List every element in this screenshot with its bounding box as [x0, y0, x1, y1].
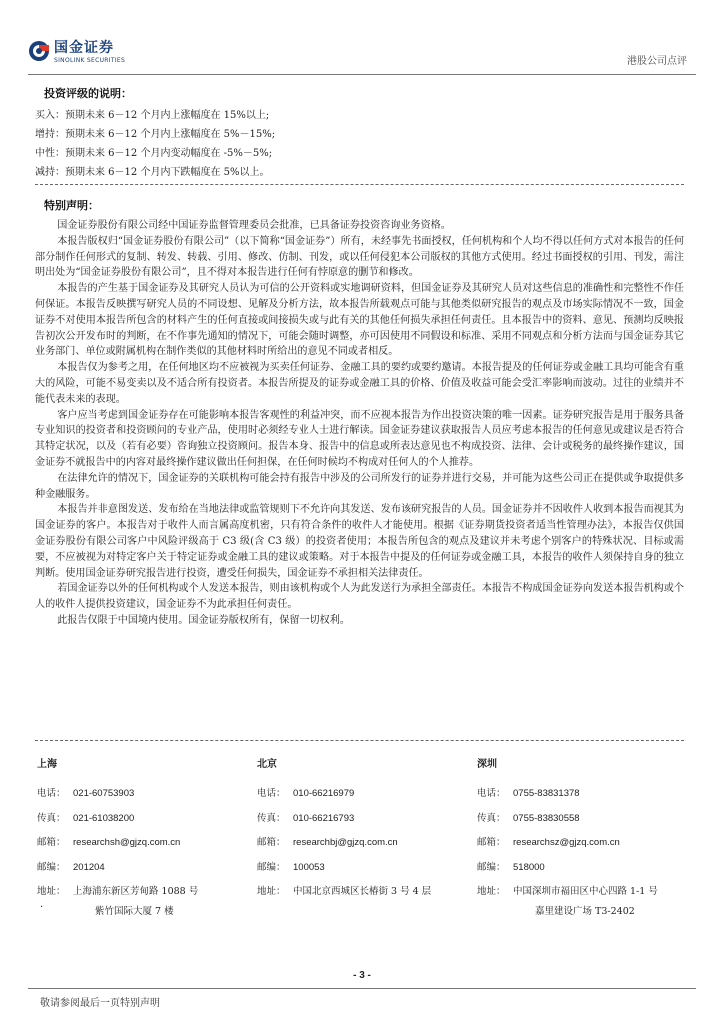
office-zip [37, 856, 257, 881]
logo-icon [28, 40, 50, 62]
page-header [0, 0, 724, 80]
disclaimer-title: 特别声明： [44, 199, 99, 212]
page-number: - 3 - [353, 970, 371, 981]
email-value[interactable]: researchbj@gjzq.com.cn [293, 837, 398, 848]
rating-section [35, 86, 684, 182]
address-line: 中国北京西城区长椿街 3 号 4 层 [293, 886, 432, 897]
office-city: 上海 [37, 759, 57, 770]
rating-label: 买入： [35, 110, 65, 121]
field-label: 邮箱： [477, 837, 506, 848]
field-label: 邮箱： [257, 837, 286, 848]
office-fax [257, 807, 477, 832]
disclaimer-section [35, 198, 684, 629]
fax-value: 021-61038200 [73, 812, 135, 824]
email-value[interactable]: researchsz@gjzq.com.cn [513, 837, 620, 848]
disclaimer-body [35, 218, 684, 629]
rating-label: 减持： [35, 167, 65, 178]
disclaimer-paragraph: 本报告并非意图发送、发布给在当地法律或监管规则下不允许向其发送、发布该研究报告的人员。国金证券并不因收件人收到本报告而视其为国金证券的客户。本报告对于收件人而言属高度机密，只有符合条件的收件人才能使用。根据《证券期货投资者适当性管理办法》，本报告仅供国金证券股份有限公司客户中风险评级高于 C3 级(含 C3 级）的投资者使用；本报告所包含的观点及建议并未考虑个别客户的特殊状况、目标或需要，不应被视为对特定客户关于特定证券或金融工具的建议或策略。对于本报告中提及的任何证券或金融工具，本报告的收件人须保持自身的独立判断。使用国金证券研究报告进行投资，遭受任何损失，国金证券不承担相关法律责任。 [35, 504, 684, 579]
address-line: 中国深圳市福田区中心四路 1-1 号 [513, 886, 658, 897]
email-value[interactable]: researchsh@gjzq.com.cn [73, 837, 181, 848]
office-shenzhen [477, 758, 697, 919]
field-label: 传真： [257, 812, 286, 824]
header-divider [28, 74, 696, 75]
logo-text-en: SINOLINK SECURITIES [54, 57, 126, 64]
office-email [477, 831, 697, 856]
rating-text: 预期未来 6－12 个月内下跌幅度在 5%以上。 [65, 167, 270, 178]
field-label: 地址： [257, 886, 286, 897]
field-label: 电话： [477, 788, 506, 799]
field-label: 邮编： [257, 861, 286, 873]
field-label: 传真： [477, 812, 506, 824]
phone-value: 010-66216979 [293, 788, 355, 799]
phone-value: 021-60753903 [73, 788, 135, 799]
office-email [37, 831, 257, 856]
footer-dot: · [40, 902, 44, 913]
office-address [37, 880, 257, 905]
zip-value: 201204 [73, 861, 105, 873]
rating-label: 中性： [35, 148, 65, 159]
field-label: 地址： [477, 886, 506, 897]
rating-list [35, 106, 684, 182]
zip-value: 518000 [513, 861, 545, 873]
fax-value: 0755-83830558 [513, 812, 580, 824]
field-label: 电话： [37, 788, 66, 799]
disclaimer-paragraph: 本报告版权归“国金证券股份有限公司”（以下简称“国金证券”）所有，未经事先书面授权，任何机构和个人均不得以任何方式对本报告的任何部分制作任何形式的复制、转发、转载、引用、修改、仿制、刊发，或以任何侵犯本公司版权的其他方式使用。经过书面授权的引用、刊发，需注明出处为“国金证券股份有限公司”，且不得对本报告进行任何有悖原意的删节和修改。 [35, 235, 684, 279]
zip-value: 100053 [293, 861, 325, 873]
field-label: 电话： [257, 788, 286, 799]
rating-row-buy [35, 106, 684, 125]
rating-text: 预期未来 6－12 个月内上涨幅度在 15%以上; [65, 110, 270, 121]
office-city: 北京 [257, 759, 277, 770]
field-label: 邮编： [477, 861, 506, 873]
disclaimer-paragraph: 此报告仅限于中国境内使用。国金证券版权所有，保留一切权利。 [57, 614, 350, 626]
disclaimer-paragraph: 客户应当考虑到国金证券存在可能影响本报告客观性的利益冲突，而不应视本报告为作出投资决策的唯一因素。证券研究报告是用于服务具备专业知识的投资者和投资顾问的专业产品，使用时必须经专业人士进行解读。国金证券建议获取报告人员应考虑本报告的任何意见或建议是否符合其特定状况，以及（若有必要）咨询独立投资顾问。报告本身、报告中的信息或所表达意见也不构成投资、法律、会计或税务的最终操作建议，国金证券不就报告中的内容对最终操作建议做出任何担保，在任何时候均不构成对任何人的个人推荐。 [35, 409, 684, 468]
rating-row-overweight [35, 125, 684, 144]
rating-row-underweight [35, 163, 684, 182]
rating-title: 投资评级的说明： [44, 87, 132, 100]
office-phone [37, 782, 257, 807]
office-fax [477, 807, 697, 832]
disclaimer-paragraph: 本报告仅为参考之用，在任何地区均不应被视为买卖任何证券、金融工具的要约或要约邀请。本报告提及的任何证券或金融工具均可能含有重大的风险，可能不易变卖以及不适合所有投资者。本报告所提及的证券或金融工具的价格、价值及收益可能会受汇率影响而波动。过往的业绩并不能代表未来的表现。 [35, 362, 684, 405]
office-zip [477, 856, 697, 881]
fax-value: 010-66216793 [293, 812, 355, 824]
office-zip [257, 856, 477, 881]
office-fax [37, 807, 257, 832]
phone-value: 0755-83831378 [513, 788, 580, 799]
field-label: 邮编： [37, 861, 66, 873]
section-divider [35, 184, 684, 185]
office-address [257, 880, 477, 905]
office-address [477, 880, 697, 905]
rating-label: 增持： [35, 129, 65, 140]
report-type: 港股公司点评 [627, 56, 687, 67]
office-shanghai [37, 758, 257, 919]
address-line: 上海浦东新区芳甸路 1088 号 [73, 886, 199, 897]
footer-note: 敬请参阅最后一页特别声明 [40, 998, 160, 1009]
logo-text-cn: 国金证券 [54, 40, 114, 56]
disclaimer-paragraph: 国金证券股份有限公司经中国证券监督管理委员会批准，已具备证券投资咨询业务资格。 [57, 220, 451, 231]
rating-text: 预期未来 6－12 个月内上涨幅度在 5%－15%; [65, 129, 276, 140]
address-line-2: 紫竹国际大厦 7 楼 [95, 905, 174, 917]
office-phone [257, 782, 477, 807]
office-phone [477, 782, 697, 807]
rating-row-neutral [35, 144, 684, 163]
footer-divider [28, 988, 696, 989]
section-divider [35, 740, 684, 741]
disclaimer-paragraph: 若国金证券以外的任何机构或个人发送本报告，则由该机构或个人为此发送行为承担全部责任。本报告不构成国金证券向发送本报告机构或个人的收件人提供投资建议，国金证券不为此承担任何责任。 [35, 583, 684, 611]
office-beijing [257, 758, 477, 905]
field-label: 地址： [37, 886, 66, 897]
disclaimer-paragraph: 在法律允许的情况下，国金证券的关联机构可能会持有报告中涉及的公司所发行的证券并进行交易，并可能为这些公司正在提供或争取提供多种金融服务。 [35, 472, 684, 500]
field-label: 传真： [37, 812, 66, 824]
office-email [257, 831, 477, 856]
office-city: 深圳 [477, 759, 497, 770]
disclaimer-paragraph: 本报告的产生基于国金证券及其研究人员认为可信的公开资料或实地调研资料，但国金证券及其研究人员对这些信息的准确性和完整性不作任何保证。本报告反映撰写研究人员的不同设想、见解及分析方法，故本报告所载观点可能与其他类似研究报告的观点及市场实际情况不一致，国金证券不对使用本报告所包含的材料产生的任何直接或间接损失或与此有关的其他任何损失承担任何责任。且本报告中的资料、意见、预测均反映报告初次公开发布时的判断，在不作事先通知的情况下，可能会随时调整，亦可因使用不同假设和标准、采用不同观点和分析方法而与国金证券其它业务部门、单位或附属机构在制作类似的其他材料时所给出的意见不同或者相反。 [35, 283, 684, 358]
field-label: 邮箱： [37, 837, 66, 848]
rating-text: 预期未来 6－12 个月内变动幅度在 -5%－5%; [65, 148, 273, 159]
address-line-2: 嘉里建设广场 T3-2402 [535, 905, 635, 917]
